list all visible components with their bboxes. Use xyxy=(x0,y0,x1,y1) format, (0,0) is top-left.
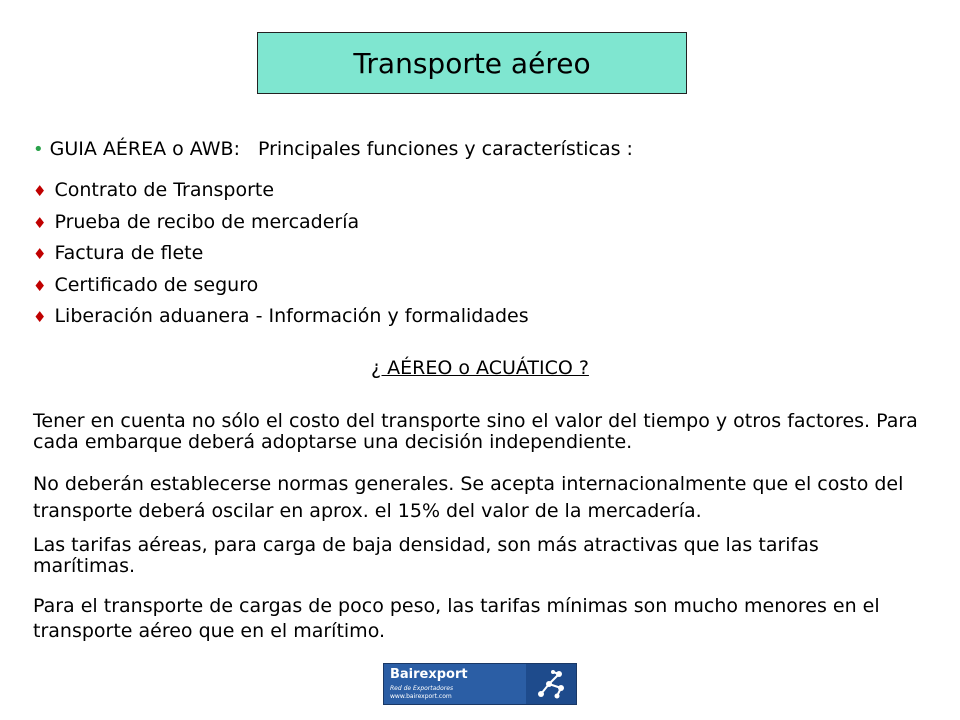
paragraph-minimum-rates: Para el transporte de cargas de poco peso, las tarifas mínimas son mucho menores en el transporte aéreo que en el marítimo. xyxy=(33,595,880,642)
diamond-bullet-icon: ♦ xyxy=(33,245,47,263)
page-title: Transporte aéreo xyxy=(353,46,591,80)
question-text: ¿ AÉREO o ACUÁTICO ? xyxy=(371,357,589,379)
list-item xyxy=(33,241,529,273)
bullet-dot-icon: • xyxy=(33,139,44,160)
bairexport-logo xyxy=(383,663,577,705)
logo-tagline: Red de Exportadores xyxy=(390,685,454,692)
diamond-bullet-icon: ♦ xyxy=(33,213,47,232)
functions-list xyxy=(33,178,529,336)
intro-label: GUIA AÉREA o AWB: xyxy=(49,138,240,160)
title-box xyxy=(257,32,687,94)
list-item xyxy=(33,304,529,336)
paragraph-time-value: Tener en cuenta no sólo el costo del transporte sino el valor del tiempo y otros factores. Para cada embarque deberá adoptarse una decisión independiente. xyxy=(33,410,918,453)
paragraph-air-rates: Las tarifas aéreas, para carga de baja densidad, son más atractivas que las tarifas marítimas. xyxy=(33,534,819,577)
list-item-text: Contrato de Transporte xyxy=(54,179,275,201)
question-heading xyxy=(0,357,960,379)
list-item xyxy=(33,273,529,305)
logo-name: Bairexport xyxy=(390,667,468,682)
list-item-text: Liberación aduanera - Información y formalidades xyxy=(54,305,529,327)
diamond-bullet-icon: ♦ xyxy=(33,308,47,326)
list-item-text: Prueba de recibo de mercadería xyxy=(54,210,360,233)
list-item xyxy=(33,210,529,242)
intro-text: Principales funciones y características : xyxy=(258,138,633,160)
network-icon xyxy=(526,664,576,704)
list-item-text: Certificado de seguro xyxy=(54,273,259,296)
paragraph-general-rules: No deberán establecerse normas generales. Se acepta internacionalmente que el costo del transporte deberá oscilar en aprox. el 15% del valor de la mercadería. xyxy=(33,473,904,522)
logo-url: www.bairexport.com xyxy=(390,693,452,700)
diamond-bullet-icon: ♦ xyxy=(33,182,47,200)
list-item xyxy=(33,178,529,210)
diamond-bullet-icon: ♦ xyxy=(33,276,47,295)
intro-line xyxy=(33,138,633,160)
list-item-text: Factura de flete xyxy=(54,242,204,264)
